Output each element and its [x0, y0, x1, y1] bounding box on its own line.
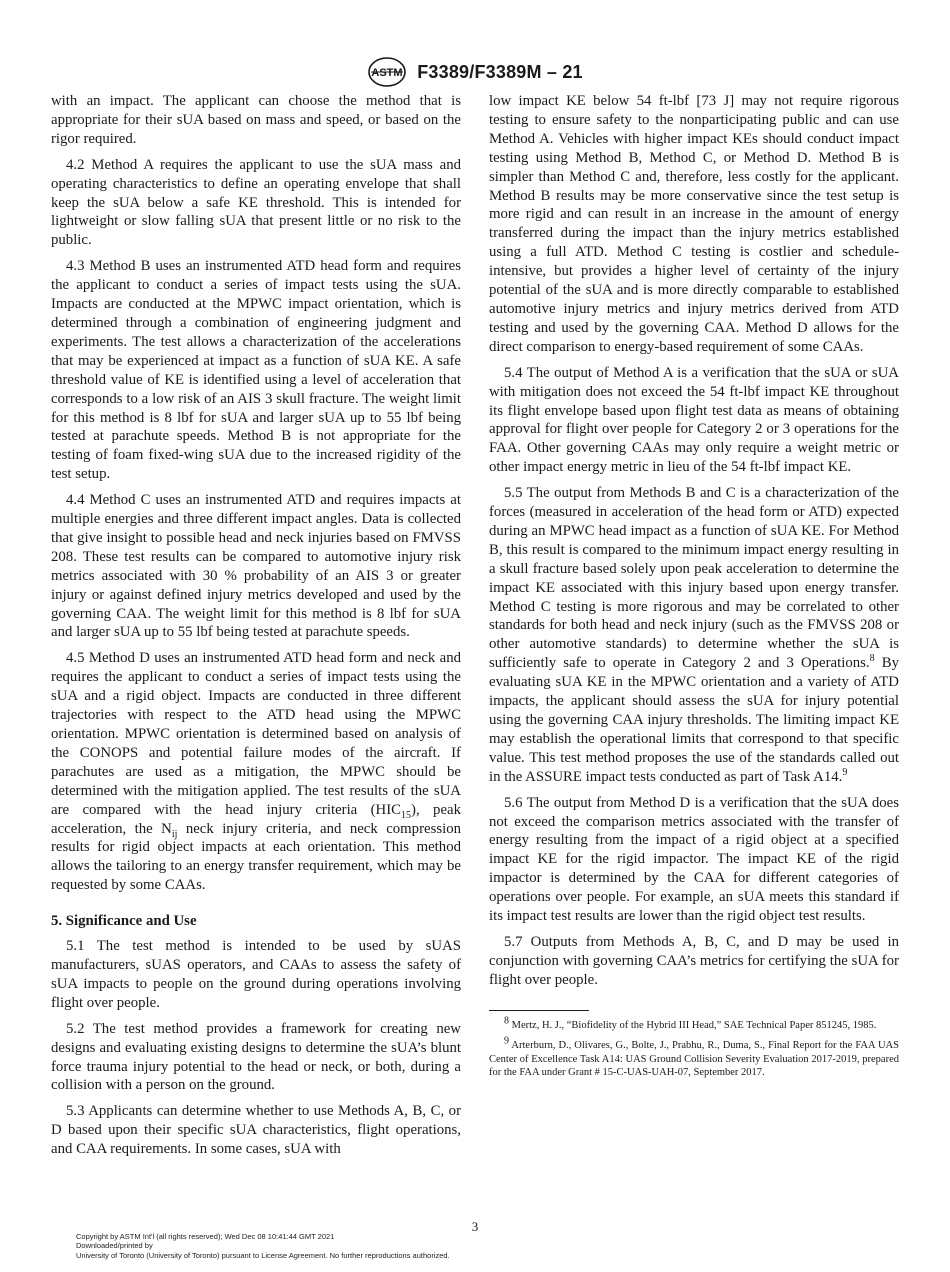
paragraph-5-6: 5.6 The output from Method D is a verification that the sUA does not exceed the comparison metrics associated with the transfer of energy resulting from the impact of a rigid object at a specified impact KE for the rigid impactor. The impact KE of the rigid impactor is determined by the CAA for different categories of operations over people. For example, an sUA meets this standard if its impact test results are lower than the rigid object test results. [489, 794, 899, 925]
paragraph-5-3: 5.3 Applicants can determine whether to use Methods A, B, C, or D based upon their specific sUA characteristics, flight operations, and CAA requirements. In some cases, sUA with [51, 1103, 461, 1158]
astm-logo-icon [367, 56, 407, 88]
section-heading-5: 5. Significance and Use [51, 913, 197, 930]
logo-text: ASTM [371, 67, 403, 79]
paragraph-4-2: 4.2 Method A requires the applicant to use the sUA mass and operating characteristics to define an operating envelope that shall keep the sUA below a safe KE threshold. This is intended for lightweight or slow falling sUA that present little or no risk to the public. [51, 156, 461, 249]
paragraph-5-1: 5.1 The test method is intended to be used by sUAS manufacturers, sUAS operators, and CAAs to assess the safety of sUA impacts to people on the ground during operations involving flight over people. [51, 938, 461, 1011]
copyright-notice [76, 1232, 450, 1260]
download-line: Downloaded/printed by [76, 1241, 153, 1251]
footnote-8: $^8$ Mertz, H. J., “Biofidelity of the Hybrid III Head,” SAE Technical Paper 851245, 1985. [504, 1015, 877, 1031]
document-designation: F3389/F3389M – 21 [417, 61, 583, 82]
paragraph-4-5: 4.5 Method D uses an instrumented ATD head form and neck and requires the applicant to conduct a series of impact tests using the sUA and a rigid object. Impacts are conducted in three different trajectories with respect to the ATD head using the MPWC orientation. MPWC orientation is determined based on analysis of the CONOPS and potential failure modes of the aircraft. If parachutes are used as a mitigation, the MPWC should be determined with the mitigation applied. The test results of the sUA are compared with the head injury criteria $(HIC_{15})$, peak acceleration, the $N_{ij}$ neck injury criteria, and neck compression results for rigid object impacts at each orientation. This method allows the tailoring to an energy transfer requirement, which may be requested by some CAAs. [51, 650, 461, 894]
right-column [489, 92, 899, 1087]
footnote-9: $^9$ Arterburn, D., Olivares, G., Bolte, J., Prabhu, R., Duma, S., Final Report for the FAA UAS Center of Excellence Task A14: UAS Ground Collision Severity Evaluation 2017-2019, prepared for the FAA under Grant # 15-C-UAS-UAH-07, September 2017. [489, 1035, 899, 1079]
left-column [51, 92, 461, 1166]
page-header [0, 56, 950, 88]
page-number: 3 [471, 1219, 479, 1234]
paragraph-5-2: 5.2 The test method provides a framework for creating new designs and evaluating existing designs to determine the sUA’s blunt force trauma injury potential to the head or neck, or both, during a collision with a person on the ground. [51, 1020, 461, 1094]
paragraph-4-3: 4.3 Method B uses an instrumented ATD head form and requires the applicant to conduct a series of impact tests using the sUA. Impacts are conducted at the MPWC impact orientation, which is determined through a combination of engineering judgment and experiments. The test allows a characterization of the accelerations that may be experienced at impact as a function of sUA KE. A safe threshold value of KE is identified using a level of acceleration that corresponds to a low risk of an AIS 3 skull fracture. The weight limit for this method is 8 lbf for sUA and larger sUA up to 55 lbf being tested at parachute speeds. Method B is not appropriate for the testing of foam fixed-wing sUA due to the increased rigidity of the test setup. [51, 258, 461, 483]
paragraph-5-5: 5.5 The output from Methods B and C is a characterization of the forces (measured in acceleration of the head form or ATD) expected during an MPWC head impact as a function of sUA KE. For Method B, this result is compared to the minimum impact energy resulting in a skull fracture based solely upon peak acceleration to determine the impact KE associated with this injury based upon energy transfer. Method C testing is more rigorous and may be correlated to other standards for both head and neck injury (such as the FMVSS 208 or other automotive standards) to determine whether the sUA is sufficiently safe to operate in Category 2 and 3 Operations.$^8$ By evaluating sUA KE in the MPWC orientation and a variety of ATD impacts, the applicant should assess the sUA for injury potential using the governing CAA injury thresholds. The limiting impact KE may establish the operational limits that correspond to that specific value. This test method proposes the use of the standards called out in the ASSURE impact tests conducted as part of Task A14.$^9$ [489, 485, 899, 785]
paragraph-continuation: low impact KE below 54 ft-lbf [73 J] may not require rigorous testing to ensure safety to the nonparticipating public and can use Method A. Vehicles with higher impact KEs should conduct impact testing using Method B, Method C, or Method D. Method B is simpler than Method C and, therefore, less costly for the applicant. Method B results may be more conservative since the test setup is more rigid and can result in an increase in the amount of energy transferred during the impact than the injury metrics established using a full ATD. Method C testing is costlier and schedule-intensive, but provides a higher level of certainty of the injury potential of the sUA and is more directly comparable to established automotive injury metrics and injury metrics derived from ATD testing and used by the governing CAA. Method D allows for the direct comparison to energy-based requirement of some CAAs. [489, 93, 899, 355]
paragraph-5-4: 5.4 The output of Method A is a verification that the sUA or sUA with mitigation does not exceed the 54 ft-lbf impact KE throughout its flight envelope based upon flight test data as means of obtaining approval for flight over people for Category 2 or 3 operations for the FAA. Other governing CAAs may only require a weight metric or other impact energy metric in lieu of the 54 ft-lbf impact KE. [489, 364, 899, 476]
license-line: University of Toronto (University of Toronto) pursuant to License Agreement. No further reproductions authorized. [76, 1250, 450, 1260]
copyright-line: Copyright by ASTM Int'l (all rights reserved); Wed Dec 08 10:41:44 GMT 2021 [76, 1232, 335, 1241]
footnote-divider [489, 1010, 589, 1011]
footnote-ref-8[interactable]: 8 [869, 653, 875, 665]
footnote-ref-9[interactable]: 9 [842, 766, 848, 778]
paragraph-continuation: with an impact. The applicant can choose the method that is appropriate for their sUA based on mass and speed, or based on the rigor required. [51, 93, 461, 147]
paragraph-4-4: 4.4 Method C uses an instrumented ATD and requires impacts at multiple energies and three different impact angles. Data is collected that give insight to possible head and neck injuries based on FMVSS 208. These test results can be compared to automotive injury risk metrics associated with 30 % probability of an AIS 3 or greater injury or against defined injury metrics developed and used by the governing CAA. The weight limit for this method is 8 lbf for sUA and larger sUA up to 55 lbf being tested at parachute speeds. [51, 492, 461, 641]
paragraph-5-7: 5.7 Outputs from Methods A, B, C, and D may be used in conjunction with governing CAA’s metrics for certifying the sUA for flight over people. [489, 933, 899, 988]
